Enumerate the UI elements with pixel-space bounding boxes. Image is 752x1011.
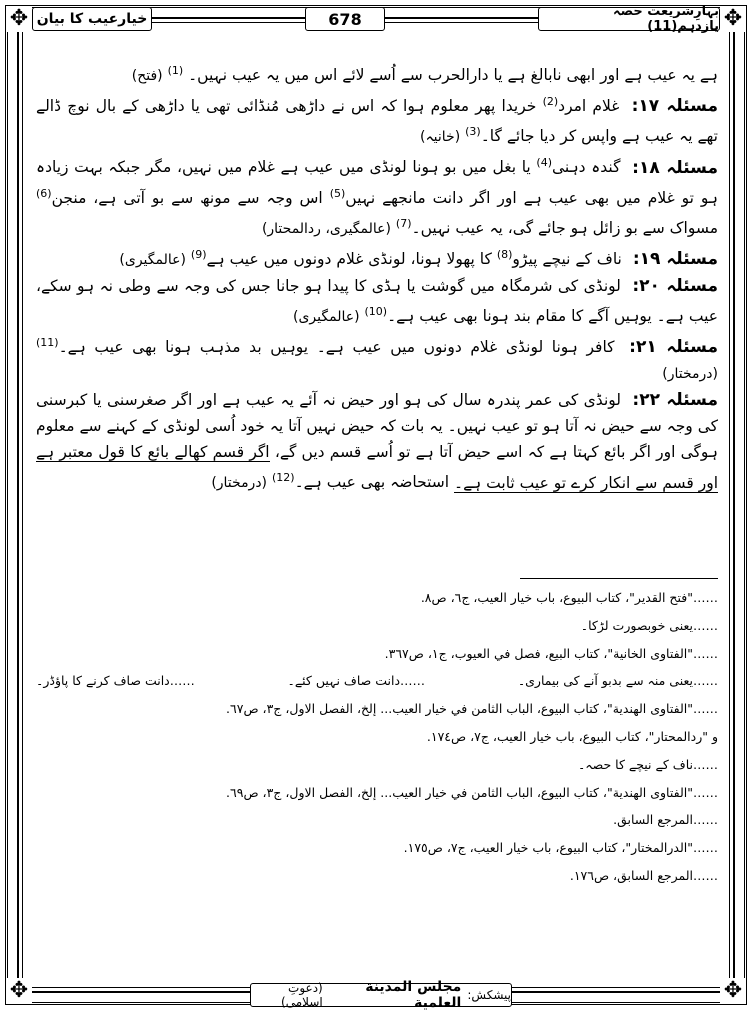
footnote-9: ……"الفتاوى الهندية"، كتاب البيوع، الباب الثامن في خيار العيب... إلخ، الفصل الاول، ج٣، ص٦٩. [226,784,718,800]
footnotes [36,584,718,890]
text: لونڈی کی شرمگاہ میں گوشت یا ہڈی کا پیدا ہو جانا جس کی وجہ سے وطی نہ ہو سکے، عیب ہے۔ یوہیں آگے کا مقام بند ہونا بھی عیب ہے۔ [36,277,718,326]
book-title: بہارِشریعت حصہ یازدہم(11) [538,7,720,31]
footnote-3: ……"الفتاوى الخانية"، كتاب البيع، فصل في العيوب، ج١، ص٣٦٧. [384,645,718,661]
footnote-1: ……"فتح القدير"، كتاب البيوع، باب خيار العيب، ج٦، ص٨. [420,590,718,605]
masala-label: مسئلہ ۱۹: [632,249,718,270]
org-subtitle: (دعوتِ اسلامی) [281,981,323,1009]
masala-19 [36,242,718,273]
footnote-6: ……دانت صاف کرنے کا پاؤڈر۔ [36,673,195,689]
footnote-ref: (1) [167,64,184,77]
text: استحاضہ بھی عیب ہے۔ [294,473,450,492]
footnote-2: ……یعنی خوبصورت لڑکا۔ [580,617,718,633]
masala-label: مسئلہ ۱۷: [631,96,718,117]
masala-17 [36,89,718,150]
footnote-ref: (5) [329,186,346,200]
text: خریدا پھر معلوم ہوا کہ اس نے داڑھی مُنڈائی تھی یا داڑھی کے بال نوچ ڈالے تھے یہ عیب ہے واپس کر دیا جائے گا۔ [36,97,718,146]
footnote-12: ……المرجع السابق، ص١٧٦. [569,867,718,883]
masala-label: مسئلہ ۲۲: [632,390,718,411]
footnote-5: ……دانت صاف نہیں کئے۔ [287,673,426,689]
masala-22 [36,387,718,496]
org-name: مجلس المدينة العلمية [365,979,462,1011]
footnote-ref: (8) [496,247,513,261]
footnote-ref: (7) [395,216,412,230]
source-citation: (خانیہ) [420,129,461,146]
masala-18 [36,150,718,241]
text: کافر ہونا لونڈی غلام دونوں میں عیب ہے۔ یوہیں بد مذہب ہونا بھی عیب ہے۔ [58,338,615,357]
page-number: 678 [305,7,385,31]
text: گندہ دہنی [551,158,621,177]
footnote-ref: (11) [36,336,59,350]
corner-ornament-icon: ✥ [6,978,32,1004]
text: غلام امرد [558,97,620,116]
footnote-ref: (9) [190,247,207,261]
source-citation: (فتح) [131,68,163,85]
corner-ornament-icon: ✥ [720,6,746,32]
text: مسواک سے بو زائل ہو جائے گی، یہ عیب نہیں۔ [411,218,718,237]
footnote-8: ……ناف کے نیچے کا حصہ۔ [577,756,718,772]
footnote-ref: (12) [271,471,295,485]
presented-label: پیشکش: [467,988,511,1002]
footnote-divider [520,578,718,579]
text: ناف کے نیچے پیڑو [512,250,622,269]
footnote-10: ……المرجع السابق. [613,812,718,828]
footnote-ref: (3) [465,125,481,139]
page-header [32,6,720,32]
source-citation: (درمختار) [211,475,268,492]
masala-label: مسئلہ ۲۰: [632,276,718,297]
text: ہے یہ عیب ہے اور ابھی نابالغ ہے یا دارالحرب سے اُسے لائے اس میں یہ عیب نہیں۔ [188,66,718,85]
source-citation: (عالمگیری) [119,252,186,269]
footnote-11: ……"الدرالمختار"، كتاب البيوع، باب خيار العيب، ج٧، ص١٧٥. [403,840,718,856]
text: اس وجہ سے مونھ سے بو آتی ہے، منجن [51,188,323,207]
page-footer [250,979,512,1011]
source-citation: (درمختار) [662,366,718,383]
corner-ornament-icon: ✥ [720,978,746,1004]
underlined-text: اگر قسم کھالے بائع کا قول معتبر ہے اور قسم سے انکار کرے تو عیب ثابت ہے۔ [36,443,718,492]
footnote-row-4-6 [36,667,718,695]
text: کا پھولا ہونا، لونڈی غلام دونوں میں عیب ہے [206,250,492,269]
paragraph-intro [36,58,718,89]
source-citation: (عالمگیری، ردالمحتار) [261,220,391,237]
masala-label: مسئلہ ۱۸: [632,157,718,178]
page-body [36,58,718,497]
source-citation: (عالمگیری) [293,309,360,326]
text: یا بغل میں بو ہونا لونڈی میں عیب ہے غلام میں نہیں، مگر جبکہ بہت زیادہ ہو تو غلام میں بھی عیب ہے اور اگر دانت مانجھے نہیں [36,158,718,207]
footnote-7: ……"الفتاوى الهندية"، كتاب البيوع، الباب الثامن في خيار العيب... إلخ، الفصل الاول، ج٣، ص٦٧. [226,701,718,717]
footnote-ref: (2) [542,95,559,109]
masala-label: مسئلہ ۲۱: [629,337,718,358]
corner-ornament-icon: ✥ [6,6,32,32]
footnote-7-cont: و "ردالمحتار"، كتاب البيوع، باب خيار العيب، ج٧، ص١٧٤. [426,728,718,744]
footnote-ref: (6) [36,186,52,200]
footnote-ref: (10) [364,305,388,319]
chapter-title: خیارعیب کا بیان [32,7,152,31]
footnote-ref: (4) [536,156,552,170]
text: لونڈی کی عمر پندرہ سال کی ہو اور حیض نہ آئے یہ عیب ہے اور اگر صغرسنی یا کبرسنی کی وجہ سے حیض نہ آتا ہو تو عیب نہیں۔ یہ بات کہ حیض نہیں آتا یہ خود اُسی لونڈی کے کہنے سے معلوم ہوگی اور اگر بائع کہتا ہے کہ اسے حیض آتا ہے تو اُسے قسم دیں گے، [36,391,719,462]
masala-21 [36,330,718,387]
footnote-4: ……یعنی منہ سے بدبو آنے کی بیماری۔ [517,673,718,689]
masala-20 [36,273,718,330]
